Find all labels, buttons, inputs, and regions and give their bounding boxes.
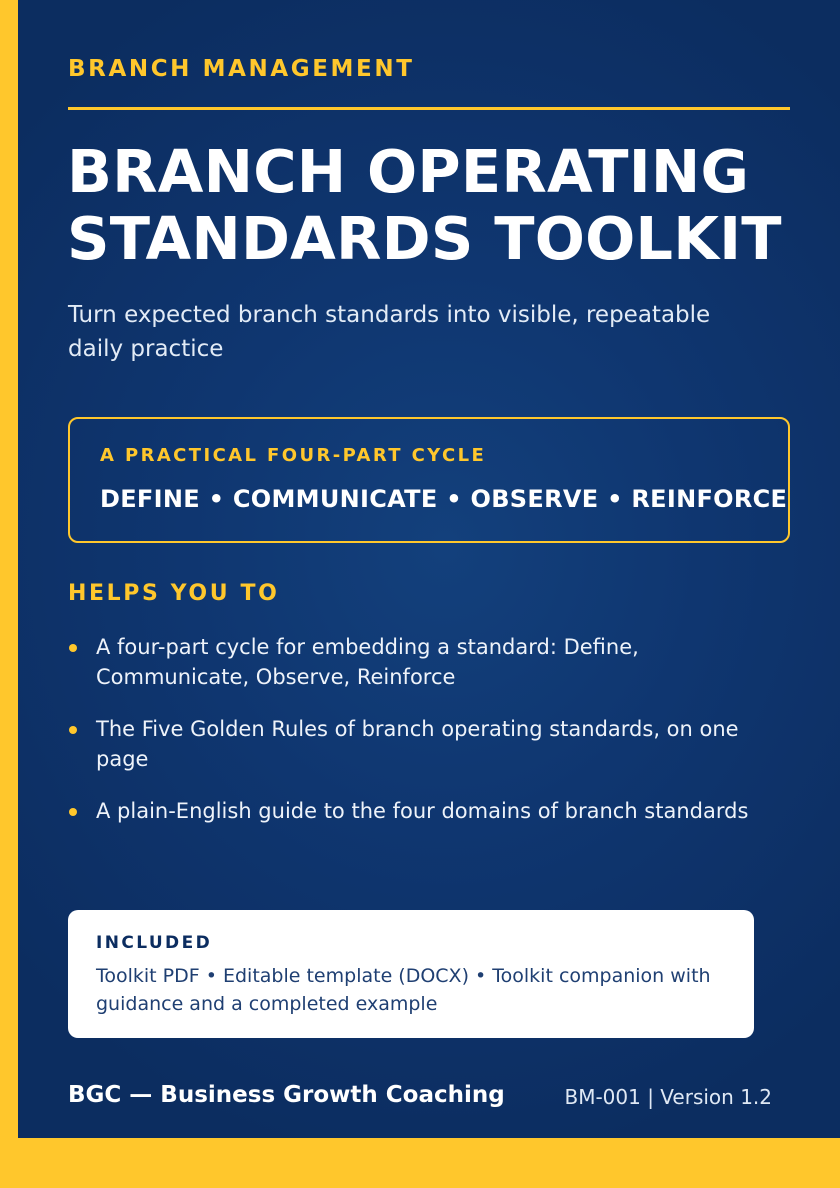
title-line-2: STANDARDS TOOLKIT xyxy=(67,204,782,273)
bullet-dot-icon xyxy=(69,726,77,734)
list-item xyxy=(68,796,788,826)
divider-rule xyxy=(68,107,790,110)
title-line-1: BRANCH OPERATING xyxy=(67,137,750,206)
helps-list xyxy=(68,632,788,848)
cycle-label: A PRACTICAL FOUR-PART CYCLE xyxy=(100,445,487,466)
list-item-text: A plain-English guide to the four domains of branch standards xyxy=(96,799,749,823)
subtitle: Turn expected branch standards into visible, repeatable daily practice xyxy=(68,302,711,362)
included-text: Toolkit PDF • Editable template (DOCX) • Toolkit companion with guidance and a completed example xyxy=(96,965,711,1015)
page-title xyxy=(67,138,807,272)
helps-heading: HELPS YOU TO xyxy=(68,581,280,606)
category-label: BRANCH MANAGEMENT xyxy=(68,56,415,82)
list-item xyxy=(68,714,788,774)
version-label: BM-001 | Version 1.2 xyxy=(564,1085,772,1109)
included-label: INCLUDED xyxy=(96,933,213,953)
bullet-dot-icon xyxy=(69,644,77,652)
list-item xyxy=(68,632,788,692)
list-item-text: A four-part cycle for embedding a standard: Define, Communicate, Observe, Reinforce xyxy=(96,635,639,689)
cycle-box xyxy=(68,417,790,543)
cycle-steps: DEFINE • COMMUNICATE • OBSERVE • REINFORCE xyxy=(100,485,788,513)
included-card xyxy=(68,910,754,1038)
brand-name: BGC — Business Growth Coaching xyxy=(68,1082,505,1108)
list-item-text: The Five Golden Rules of branch operating standards, on one page xyxy=(96,717,739,771)
bullet-dot-icon xyxy=(69,808,77,816)
